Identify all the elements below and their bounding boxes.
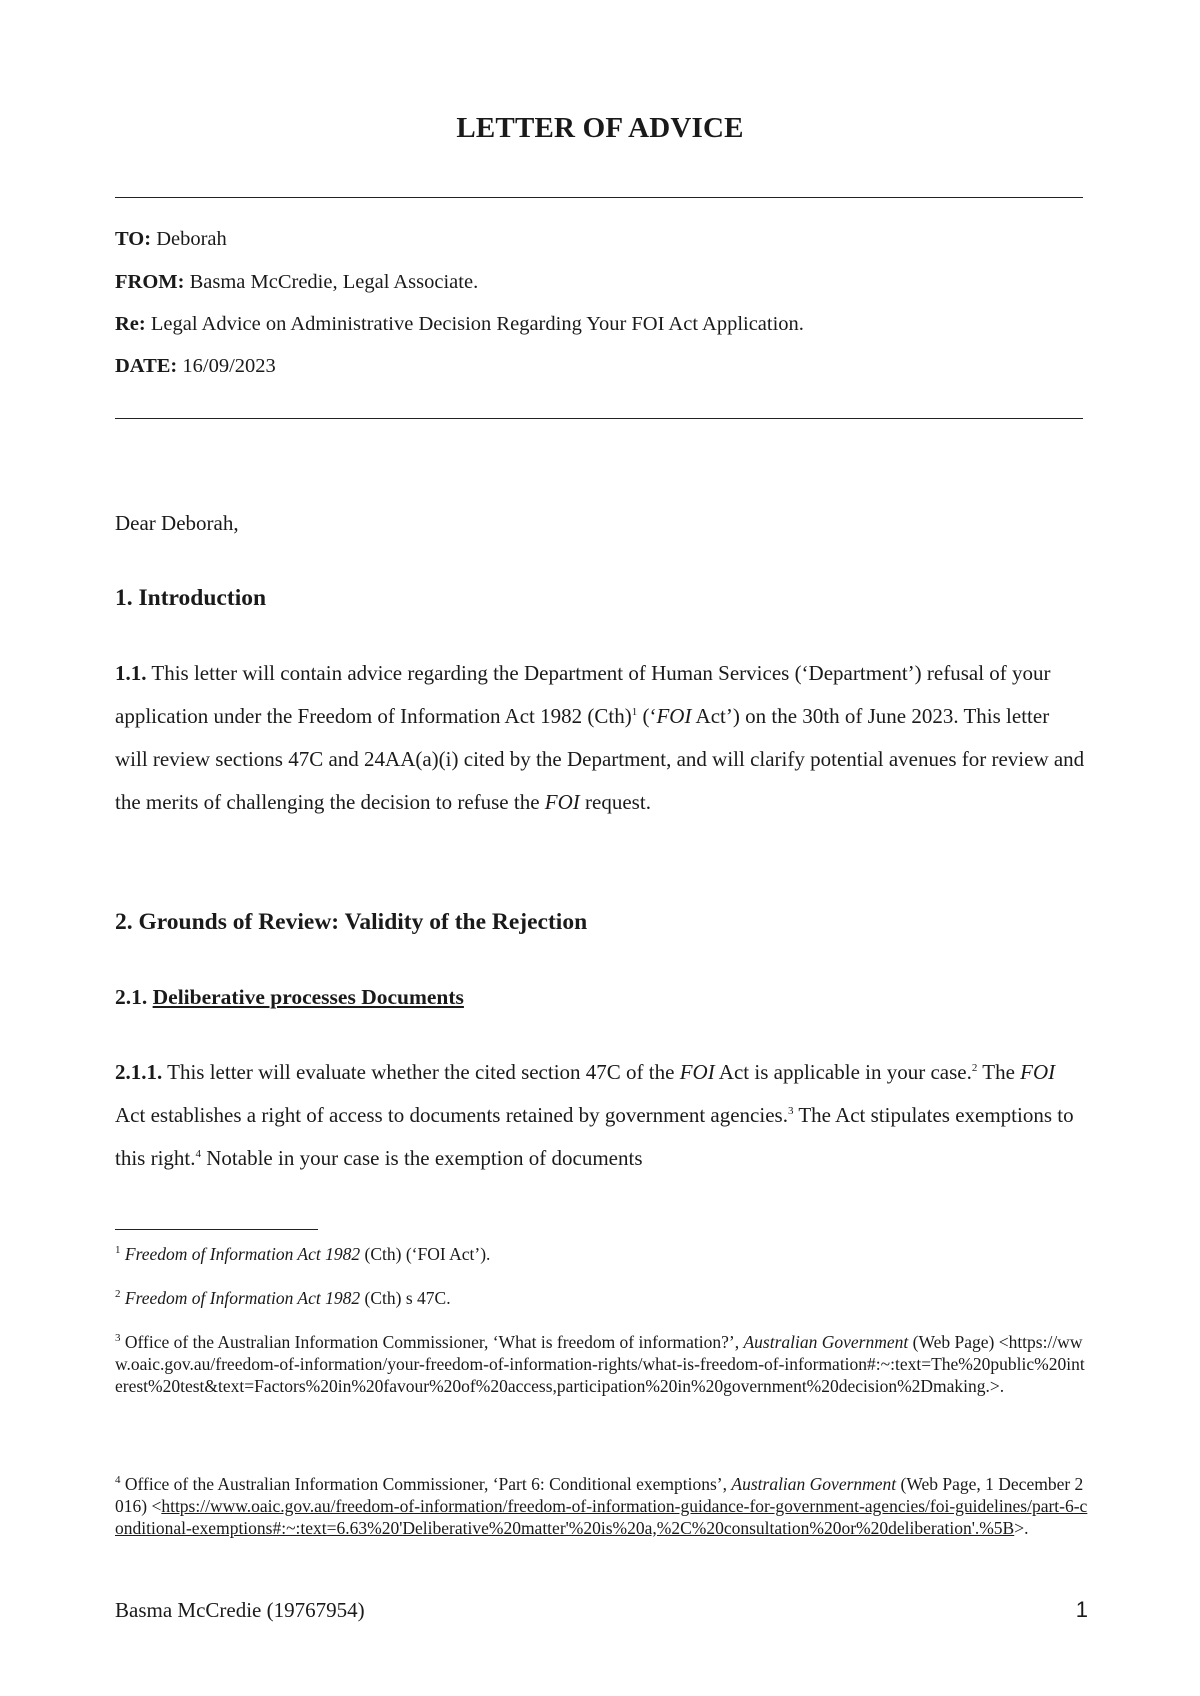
footnote-2-number: 2: [115, 1288, 121, 1301]
from-line: [115, 271, 478, 294]
paragraph-2-1-1-text-e: The Act stipulates exemptions to this right.: [115, 1103, 1074, 1170]
header-top-rule: [115, 197, 1083, 198]
salutation: Dear Deborah,: [115, 511, 239, 535]
paragraph-1-1: [115, 652, 1085, 824]
date-value: 16/09/2023: [177, 355, 276, 377]
footnote-3-publisher: Australian Government: [743, 1332, 909, 1352]
footnote-4-text-c: >.: [1014, 1518, 1029, 1538]
footnote-4: [115, 1473, 1090, 1539]
paragraph-2-1-1: [115, 1051, 1085, 1180]
to-label: TO:: [115, 228, 152, 250]
footnote-separator: [115, 1229, 318, 1230]
section-2-heading: 2. Grounds of Review: Validity of the Rejection: [115, 909, 588, 935]
footnote-ref-4[interactable]: 4: [195, 1148, 202, 1160]
document-title: LETTER OF ADVICE: [456, 112, 744, 144]
paragraph-1-1-text-c: Act’) on the 30th of June 2023. This letter will review sections 47C and 24AA(a)(i) cited by the Department, and will clarify potential avenues for review and the merits of challenging the decision to refuse the: [115, 704, 1085, 814]
footnote-4-text-b: (Web Page, 1 December 2016) <: [115, 1474, 1084, 1516]
paragraph-2-1-1-text-f: Notable in your case is the exemption of documents: [201, 1146, 643, 1170]
paragraph-2-1-1-text-c: The: [977, 1060, 1021, 1084]
footnote-4-link[interactable]: https://www.oaic.gov.au/freedom-of-information/freedom-of-information-guidance-for-government-agencies/foi-guidelines/part-6-conditional-exemptions#:~:text=6.63%20'Deliberative%20matter'%20is%20a,%2C%20consultation%20or%20deliberation'.%5B: [115, 1496, 1088, 1538]
paragraph-1-1-text-d: request.: [579, 790, 651, 814]
section-1-heading: 1. Introduction: [115, 585, 267, 611]
footnote-3-text-a: Office of the Australian Information Commissioner, ‘What is freedom of information?’,: [120, 1332, 744, 1352]
paragraph-1-1-foi-italic: FOI: [656, 704, 692, 728]
footnote-2: [115, 1287, 1090, 1309]
paragraph-2-1-1-number: 2.1.1.: [115, 1060, 163, 1084]
re-value: Legal Advice on Administrative Decision Regarding Your FOI Act Application.: [145, 313, 804, 335]
to-line: [115, 228, 227, 251]
paragraph-2-1-1-text-d: Act establishes a right of access to documents retained by government agencies.: [115, 1103, 788, 1127]
footnote-3: [115, 1331, 1090, 1397]
footnote-1-text: (Cth) (‘FOI Act’).: [360, 1244, 491, 1264]
footnote-4-text-a: Office of the Australian Information Commissioner, ‘Part 6: Conditional exemptions’,: [120, 1474, 732, 1494]
footnote-ref-3[interactable]: 3: [787, 1105, 794, 1117]
paragraph-2-1-1-text-b: Act is applicable in your case.: [714, 1060, 972, 1084]
subsection-2-1-title: Deliberative processes Documents: [152, 985, 464, 1009]
footnote-3-url-text: (Web Page) <https://www.oaic.gov.au/freedom-of-information/your-freedom-of-information-rights/what-is-freedom-of-information#:~:text=The%20public%20interest%20test&text=Factors%20in%20favour%20of%20access,participation%20in%20government%20decision%2Dmaking.>.: [115, 1332, 1085, 1396]
subsection-2-1-number: 2.1.: [115, 985, 153, 1009]
paragraph-1-1-foi-italic-2: FOI: [544, 790, 580, 814]
date-label: DATE:: [115, 355, 178, 377]
paragraph-1-1-text-a: This letter will contain advice regarding the Department of Human Services (‘Department’) refusal of your application under the Freedom of Information Act 1982 (Cth): [115, 661, 1051, 728]
subsection-2-1-heading: [115, 985, 1085, 1010]
footnote-3-number: 3: [115, 1332, 121, 1345]
to-value: Deborah: [151, 228, 227, 250]
footnote-2-text: (Cth) s 47C.: [360, 1288, 451, 1308]
footnote-1-title: Freedom of Information Act 1982: [124, 1244, 361, 1264]
from-label: FROM:: [115, 271, 185, 293]
re-line: [115, 313, 804, 336]
footnote-4-number: 4: [115, 1474, 121, 1487]
footnote-ref-1[interactable]: 1: [631, 706, 638, 718]
footnote-ref-2[interactable]: 2: [971, 1062, 978, 1074]
header-bottom-rule: [115, 418, 1083, 419]
from-value: Basma McCredie, Legal Associate.: [184, 271, 479, 293]
footnote-1-number: 1: [115, 1244, 121, 1257]
paragraph-2-1-1-text-a: This letter will evaluate whether the cited section 47C of the: [162, 1060, 680, 1084]
paragraph-1-1-text-b: (‘: [637, 704, 657, 728]
footer-author: Basma McCredie (19767954): [115, 1598, 365, 1622]
footnote-2-title: Freedom of Information Act 1982: [124, 1288, 361, 1308]
footnote-1: [115, 1243, 1090, 1265]
footer-page-number: 1: [1075, 1597, 1088, 1622]
paragraph-1-1-number: 1.1.: [115, 661, 147, 685]
footnote-4-publisher: Australian Government: [731, 1474, 897, 1494]
date-line: [115, 355, 276, 378]
paragraph-2-1-1-foi-italic: FOI: [679, 1060, 715, 1084]
re-label: Re:: [115, 313, 146, 335]
paragraph-2-1-1-foi-italic-2: FOI: [1020, 1060, 1056, 1084]
